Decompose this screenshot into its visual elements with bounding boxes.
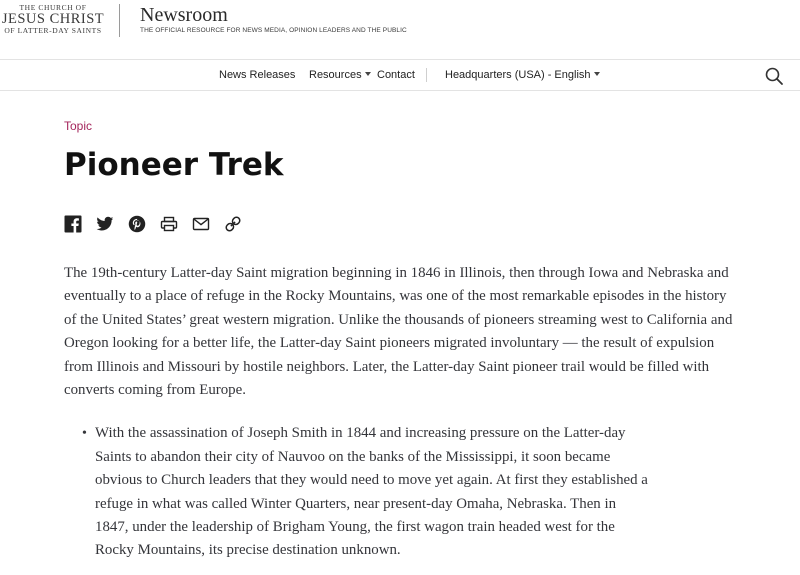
region-selector[interactable] xyxy=(445,68,600,82)
site-title[interactable]: Newsroom xyxy=(140,4,228,26)
site-tagline: THE OFFICIAL RESOURCE FOR NEWS MEDIA, OPINION LEADERS AND THE PUBLIC xyxy=(140,27,407,34)
pinterest-share-button[interactable] xyxy=(128,215,146,233)
logo-line-1: THE CHURCH OF xyxy=(19,3,87,12)
logo-divider xyxy=(119,4,120,37)
topic-label[interactable]: Topic xyxy=(64,119,93,133)
print-button[interactable] xyxy=(160,215,178,233)
nav-contact[interactable]: Contact xyxy=(377,69,415,81)
logo-line-3: OF LATTER-DAY SAINTS xyxy=(4,26,102,35)
list-item-text: With the assassination of Joseph Smith in 1844 and increasing pressure on the Latter-day Saints to abandon their city of Nauvoo on the banks of the Mississippi, it soon became obvious to Church leaders that they would need to move yet again. At first they established a refuge in what was called Winter Quarters, near present-day Omaha, Nebraska. Then in 1847, under the leadership of Brigham Young, the first wagon train headed west for the Rocky Mountains, its precise destination unknown. xyxy=(95,425,648,559)
nav-resources-label: Resources xyxy=(309,69,362,81)
nav-divider xyxy=(426,68,427,82)
bullet-marker: • xyxy=(82,426,87,442)
twitter-icon xyxy=(96,215,114,233)
region-label: Headquarters (USA) - English xyxy=(445,69,591,81)
logo-line-2: JESUS CHRIST xyxy=(1,11,105,27)
nav-resources[interactable] xyxy=(309,68,371,82)
article-body xyxy=(64,262,736,563)
nav-news-releases[interactable]: News Releases xyxy=(219,69,296,81)
email-icon xyxy=(192,215,210,233)
email-share-button[interactable] xyxy=(192,215,210,233)
link-icon xyxy=(224,215,242,233)
print-icon xyxy=(160,215,178,233)
search-icon xyxy=(764,66,784,86)
search-button[interactable] xyxy=(764,66,784,86)
copy-link-button[interactable] xyxy=(224,215,242,233)
site-header xyxy=(0,0,800,44)
chevron-down-icon xyxy=(594,72,600,76)
page-title: Pioneer Trek xyxy=(64,147,284,183)
intro-paragraph: The 19th-century Latter-day Saint migration beginning in 1846 in Illinois, then through Iowa and Nebraska and eventually to a place of refuge in the Rocky Mountains, was one of the most remarkable episodes in the history of the United States’ great western migration. Unlike the thousands of pioneers streaming west to California and Oregon looking for a better life, the Latter-day Saint pioneers migrated involuntary — the result of expulsion from Illinois and Missouri by hostile neighbors. Later, the Latter-day Saint pioneer trail would be filled with converts coming from Europe. xyxy=(64,265,733,399)
main-nav xyxy=(0,59,800,91)
church-logo[interactable] xyxy=(0,3,106,35)
article-list xyxy=(64,422,736,562)
twitter-share-button[interactable] xyxy=(96,215,114,233)
pinterest-icon xyxy=(128,215,146,233)
facebook-icon xyxy=(64,215,82,233)
facebook-share-button[interactable] xyxy=(64,215,82,233)
list-item xyxy=(64,422,649,562)
chevron-down-icon xyxy=(365,72,371,76)
